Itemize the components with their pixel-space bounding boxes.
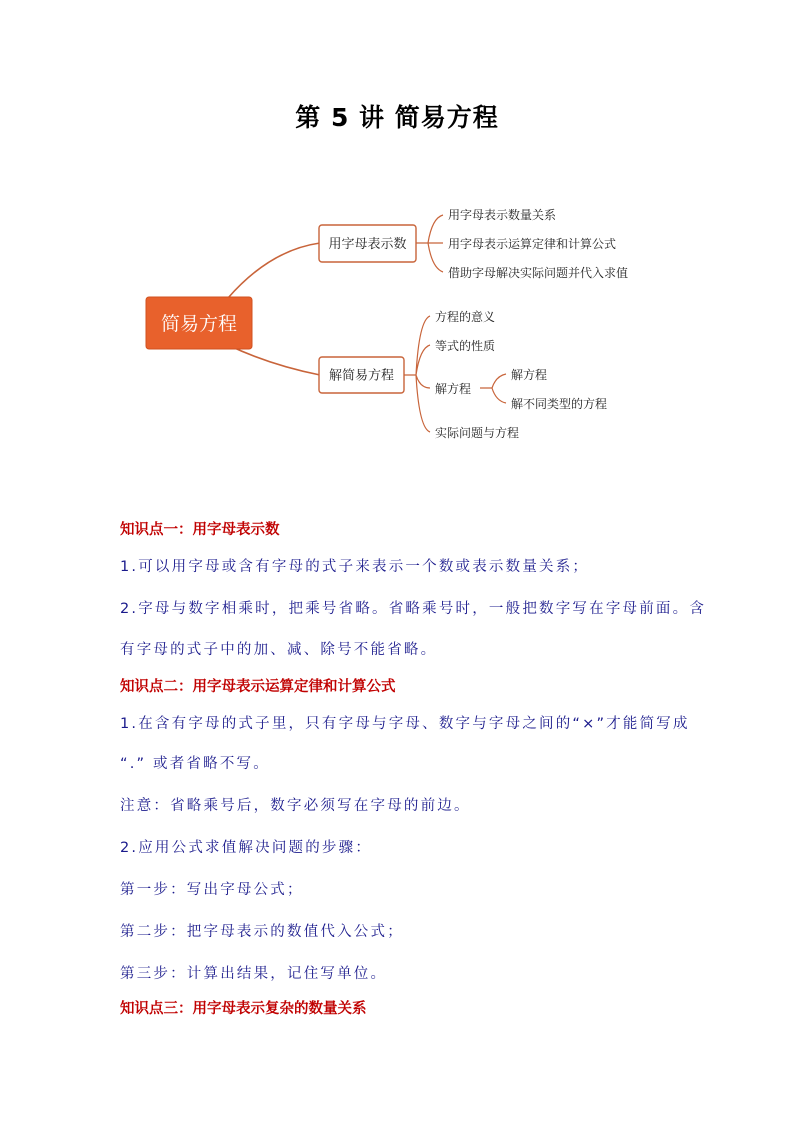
section-heading-1: 知识点一：用字母表示数 — [120, 522, 280, 538]
mindmap-leaf-1-1: 用字母表示数量关系 — [448, 208, 557, 222]
page-title: 第 5 讲 简易方程 — [295, 103, 499, 132]
mindmap-subleaf-2: 解不同类型的方程 — [511, 397, 608, 411]
section2-paragraph-3: 注意：省略乘号后，数字必须写在字母的前边。 — [120, 798, 471, 814]
section2-paragraph-7: 第三步：计算出结果，记住写单位。 — [120, 966, 388, 982]
mindmap-leaf-2-4: 实际问题与方程 — [435, 426, 520, 440]
connector-branch1-leaves — [416, 215, 443, 272]
connector-root-branch1 — [228, 243, 320, 298]
section2-paragraph-5: 第一步：写出字母公式； — [120, 882, 304, 898]
mindmap-branch-label-1: 用字母表示数 — [328, 237, 407, 252]
mindmap-leaf-1-2: 用字母表示运算定律和计算公式 — [448, 237, 617, 251]
mindmap-leaf-2-1: 方程的意义 — [435, 310, 496, 324]
connector-branch2-leaves — [404, 316, 430, 432]
section1-paragraph-1: 1.可以用字母或含有字母的式子来表示一个数或表示数量关系； — [120, 559, 590, 575]
mindmap-subleaf-1: 解方程 — [511, 368, 548, 382]
mindmap-leaf-2-2: 等式的性质 — [435, 339, 496, 353]
mindmap-root-label: 简易方程 — [160, 313, 238, 335]
mindmap-leaf-1-3: 借助字母解决实际问题并代入求值 — [448, 266, 629, 280]
mind-map — [0, 0, 794, 470]
section2-paragraph-2: “.” 或者省略不写。 — [120, 756, 270, 772]
section2-paragraph-6: 第二步：把字母表示的数值代入公式； — [120, 924, 404, 940]
connector-subbranch-leaves — [480, 374, 506, 403]
section2-paragraph-4: 2.应用公式求值解决问题的步骤： — [120, 840, 373, 856]
mindmap-leaf-2-3: 解方程 — [435, 382, 472, 396]
mindmap-branch-label-2: 解简易方程 — [328, 368, 395, 384]
section1-paragraph-3: 有字母的式子中的加、减、除号不能省略。 — [120, 642, 438, 658]
section2-paragraph-1: 1.在含有字母的式子里，只有字母与字母、数字与字母之间的“×”才能简写成 — [120, 716, 690, 732]
section-heading-3: 知识点三：用字母表示复杂的数量关系 — [120, 1001, 367, 1017]
section1-paragraph-2: 2.字母与数字相乘时，把乘号省略。省略乘号时，一般把数字写在字母前面。含 — [120, 601, 707, 617]
section-heading-2: 知识点二：用字母表示运算定律和计算公式 — [120, 679, 396, 695]
